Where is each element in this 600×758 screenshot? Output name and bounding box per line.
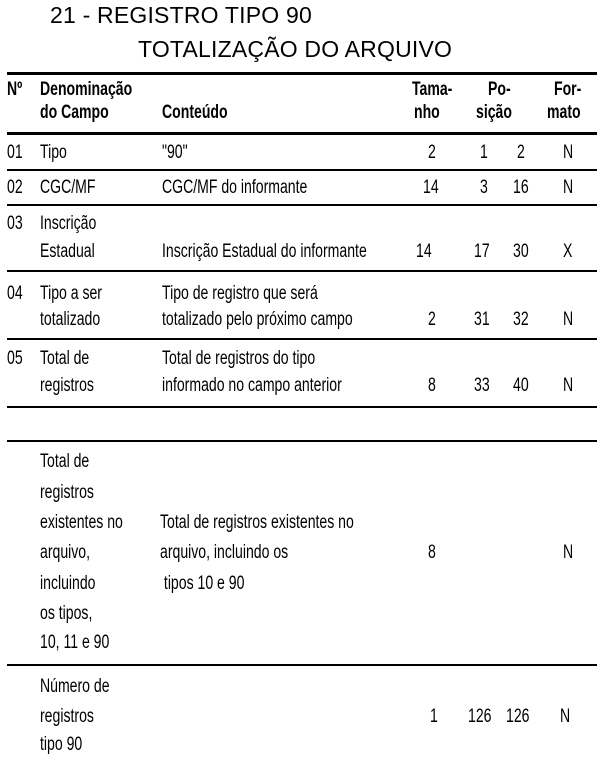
field-pos-ini: 1	[480, 142, 488, 163]
field-pos-fim: 32	[513, 309, 529, 330]
field-content: tipos 10 e 90	[160, 573, 245, 594]
field-name: totalizado	[40, 309, 101, 330]
field-pos-ini: 31	[474, 309, 490, 330]
header-nho: nho	[414, 102, 440, 123]
field-pos-fim: 16	[513, 177, 529, 198]
field-content: informado no campo anterior	[162, 375, 342, 396]
field-name: registros	[40, 482, 94, 503]
field-name: Tipo a ser	[40, 283, 102, 304]
field-formato: N	[563, 542, 574, 563]
row-divider	[7, 204, 597, 206]
field-content: CGC/MF do informante	[162, 177, 308, 198]
field-tamanho: 14	[416, 241, 432, 262]
field-content: arquivo, incluindo os	[160, 542, 289, 563]
field-name: arquivo,	[40, 542, 91, 563]
field-formato: N	[563, 142, 574, 163]
row-divider	[7, 270, 597, 272]
field-content: Total de registros existentes no	[160, 512, 354, 533]
title-line-1: 21 - REGISTRO TIPO 90	[50, 2, 312, 28]
field-name: registros	[40, 706, 94, 727]
field-name: Tipo	[40, 142, 67, 163]
row-divider	[7, 338, 597, 340]
header-no: Nº	[7, 79, 23, 100]
field-formato: N	[563, 177, 574, 198]
field-tamanho: 1	[430, 706, 438, 727]
field-formato: N	[563, 375, 574, 396]
header-for: For-	[554, 79, 582, 100]
field-content: "90"	[162, 142, 188, 163]
field-name: registros	[40, 375, 94, 396]
field-tamanho: 14	[423, 177, 439, 198]
field-pos-fim: 30	[513, 241, 529, 262]
field-content: Total de registros do tipo	[162, 348, 316, 369]
field-tamanho: 2	[428, 142, 436, 163]
field-name: CGC/MF	[40, 177, 96, 198]
header-po: Po-	[488, 79, 511, 100]
row-number: 03	[7, 213, 23, 234]
field-pos-ini: 3	[480, 177, 488, 198]
title-line-2: TOTALIZAÇÃO DO ARQUIVO	[138, 36, 453, 62]
field-tamanho: 8	[428, 375, 436, 396]
field-content: totalizado pelo próximo campo	[162, 309, 353, 330]
header-bottom-rule	[7, 132, 597, 135]
field-name: incluindo	[40, 573, 96, 594]
header-do-campo: do Campo	[40, 102, 109, 123]
field-name: Estadual	[40, 241, 95, 262]
field-name: existentes no	[40, 512, 123, 533]
row-divider	[7, 169, 597, 171]
header-mato: mato	[547, 102, 581, 123]
field-pos-fim: 40	[513, 375, 529, 396]
field-name: Número de	[40, 676, 110, 697]
field-name: Inscrição	[40, 213, 97, 234]
field-name: os tipos,	[40, 603, 93, 624]
field-pos-ini: 126	[468, 706, 492, 727]
row-number: 02	[7, 177, 23, 198]
field-name: tipo 90	[40, 734, 83, 755]
header-sicao: sição	[476, 102, 512, 123]
field-pos-ini: 17	[474, 241, 490, 262]
header-tama: Tama-	[412, 79, 453, 100]
field-pos-fim: 2	[517, 142, 525, 163]
header-denominacao: Denominação	[40, 79, 133, 100]
field-tamanho: 2	[428, 309, 436, 330]
row-number: 05	[7, 348, 23, 369]
header-conteudo: Conteúdo	[162, 102, 228, 123]
field-pos-ini: 33	[474, 375, 490, 396]
row-number: 04	[7, 283, 23, 304]
row-divider	[7, 406, 597, 408]
field-content: Inscrição Estadual do informante	[162, 241, 367, 262]
field-tamanho: 8	[428, 542, 436, 563]
field-name: Total de	[40, 348, 90, 369]
section-divider	[7, 440, 597, 442]
field-formato: X	[563, 241, 573, 262]
field-name: Total de	[40, 451, 90, 472]
field-formato: N	[560, 706, 571, 727]
header-top-rule	[7, 72, 597, 75]
field-formato: N	[563, 309, 574, 330]
row-number: 01	[7, 142, 23, 163]
row-divider	[7, 664, 597, 666]
field-content: Tipo de registro que será	[162, 283, 318, 304]
field-pos-fim: 126	[506, 706, 530, 727]
field-name: 10, 11 e 90	[40, 632, 110, 653]
